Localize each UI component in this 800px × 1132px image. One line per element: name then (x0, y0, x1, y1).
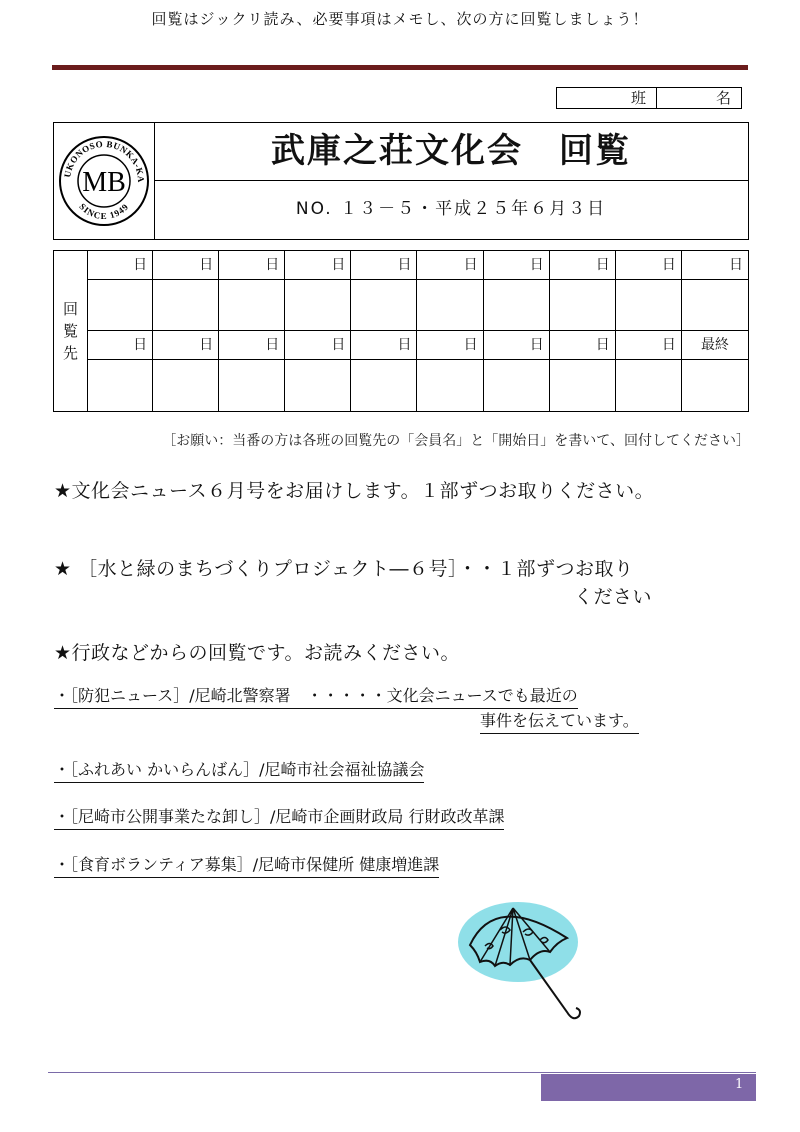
member-cell[interactable] (87, 280, 153, 331)
header-rule (52, 65, 748, 70)
day-cell[interactable]: 日 (87, 251, 153, 280)
member-cell[interactable] (285, 360, 351, 411)
member-cell[interactable] (550, 360, 616, 411)
logo-cell (54, 123, 155, 239)
circulation-grid (87, 251, 748, 411)
crime-news-line2: 事件を伝えています。 (480, 708, 639, 734)
member-cell[interactable] (219, 280, 285, 331)
umbrella-illustration (455, 900, 590, 1030)
member-cell[interactable] (417, 360, 483, 411)
fureai-item (54, 757, 424, 783)
issue-number: NO. １３－５・平成２５年６月３日 (295, 199, 607, 219)
day-cell[interactable]: 日 (219, 331, 285, 360)
footer-bar (541, 1074, 756, 1101)
member-cell[interactable] (682, 280, 748, 331)
member-cell[interactable] (153, 280, 219, 331)
group-label: 班 (557, 88, 657, 108)
day-cell[interactable]: 日 (153, 251, 219, 280)
member-cell[interactable] (484, 280, 550, 331)
project-item-line2: ください (574, 586, 653, 608)
day-cell[interactable]: 日 (351, 331, 417, 360)
member-cell[interactable] (417, 280, 483, 331)
circulation-label (54, 251, 88, 411)
name-label: 名 (715, 89, 731, 107)
shokuiku-item (54, 852, 439, 878)
koukai-text: ・［尼崎市公開事業たな卸し］/尼崎市企画財政局 行財政改革課 (54, 804, 504, 830)
day-cell[interactable]: 日 (285, 251, 351, 280)
mb-logo-icon (54, 123, 154, 239)
page-number: 1 (735, 1077, 744, 1092)
member-cell[interactable] (87, 360, 153, 411)
crime-news-line1: ・［防犯ニュース］/尼崎北警察署 ・・・・・文化会ニュースでも最近の (54, 683, 578, 709)
logo-ring-bottom: SINCE 1949 (77, 201, 131, 222)
crime-news-item-cont (480, 708, 639, 734)
day-cell[interactable]: 日 (616, 331, 682, 360)
logo-ring-top: UKONOSO BUNKA-KA (62, 138, 147, 183)
member-cell[interactable] (550, 280, 616, 331)
day-cell[interactable]: 日 (550, 331, 616, 360)
day-cell[interactable]: 日 (616, 251, 682, 280)
member-cell[interactable] (351, 280, 417, 331)
page-title: 武庫之荘文化会 回覧 (154, 123, 748, 181)
member-cell[interactable] (682, 360, 748, 411)
day-cell[interactable]: 日 (550, 251, 616, 280)
circulation-label-char: 先 (62, 344, 78, 362)
svg-text:SINCE 1949 (77, 201, 130, 221)
day-cell[interactable]: 日 (219, 251, 285, 280)
member-cell[interactable] (153, 360, 219, 411)
title-block (53, 122, 749, 240)
member-cell[interactable] (219, 360, 285, 411)
project-item-line1: ★ ［水と緑のまちづくりプロジェクト―６号］・・１部ずつお取り (54, 558, 634, 580)
crime-news-item (54, 683, 578, 709)
member-cell[interactable] (616, 280, 682, 331)
final-day-cell[interactable]: 最終 (682, 331, 748, 360)
member-cell[interactable] (285, 280, 351, 331)
circulation-table (53, 250, 749, 412)
circulation-label-char: 覧 (62, 322, 78, 340)
member-cell[interactable] (484, 360, 550, 411)
day-cell[interactable]: 日 (87, 331, 153, 360)
day-cell[interactable]: 日 (153, 331, 219, 360)
day-cell[interactable]: 日 (682, 251, 748, 280)
circulation-label-char: 回 (62, 300, 78, 318)
shokuiku-text: ・［食育ボランティア募集］/尼崎市保健所 健康増進課 (54, 852, 439, 878)
member-cell[interactable] (351, 360, 417, 411)
member-cell[interactable] (616, 360, 682, 411)
day-cell[interactable]: 日 (285, 331, 351, 360)
koukai-item (54, 804, 504, 830)
request-note: ［お願い：当番の方は各班の回覧先の「会員名」と「開始日」を書いて、回付してください］ (162, 433, 750, 449)
day-cell[interactable]: 日 (351, 251, 417, 280)
day-cell[interactable]: 日 (417, 251, 483, 280)
circulation-notice: 回覧はジックリ読み、必要事項はメモし、次の方に回覧しましょう！ (151, 10, 649, 28)
umbrella-icon (455, 900, 590, 1030)
news-item: ★文化会ニュース６月号をお届けします。１部ずつお取りください。 (54, 480, 655, 502)
logo-initials: MB (82, 167, 126, 198)
group-name-box (556, 87, 742, 109)
day-cell[interactable]: 日 (417, 331, 483, 360)
footer-rule (48, 1072, 756, 1073)
day-cell[interactable]: 日 (484, 251, 550, 280)
day-cell[interactable]: 日 (484, 331, 550, 360)
fureai-text: ・［ふれあい かいらんばん］/尼崎市社会福祉協議会 (54, 757, 424, 783)
admin-heading: ★行政などからの回覧です。お読みください。 (54, 642, 461, 664)
